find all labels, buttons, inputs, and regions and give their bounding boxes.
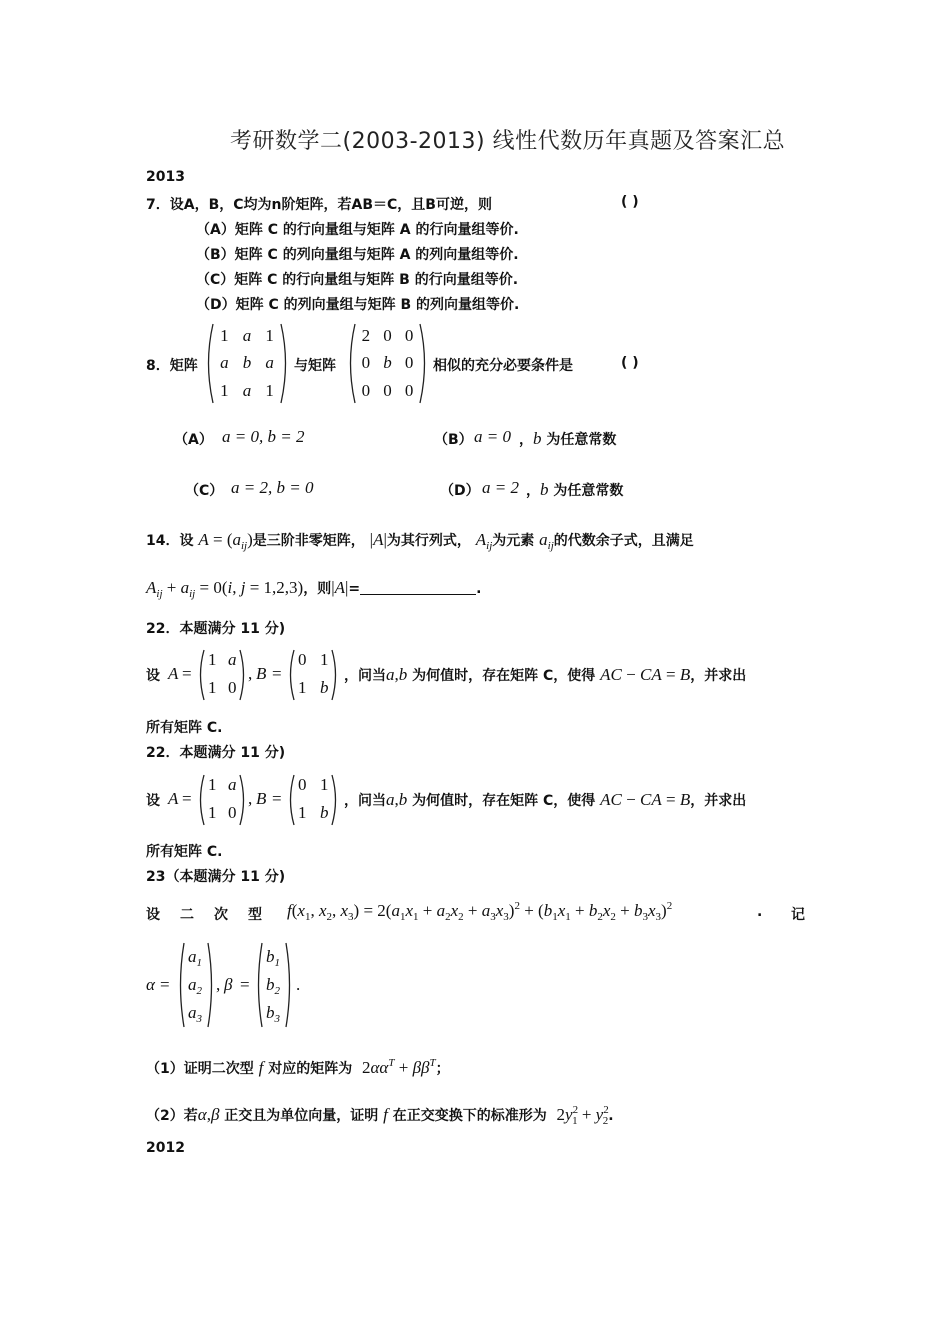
question-8-option-d-label: （D） (440, 483, 480, 499)
question-7-option-c: （C）矩阵 C 的行向量组与矩阵 B 的行向量组等价. (196, 272, 519, 288)
question-23-header: 23（本题满分 11 分) (146, 869, 286, 885)
matrix-entry: a (242, 381, 252, 401)
question-8-tail: 相似的充分必要条件是 (433, 358, 573, 374)
question-23-quadratic-form: $f(x_1$, $x_2$, $x_3) = 2(a_1x_1 + a_2x_2 + a_3x_3)^2 + (b_1x_1 + b_2x_2 + b_3x_3)^2$ (287, 900, 673, 923)
year-heading-2012: 2012 (146, 1140, 185, 1156)
question-23-part-1-end: ； (435, 1061, 450, 1077)
question-8-option-c-math: a = 2, b = 0 (231, 478, 314, 497)
question-14-cond-pre: ，则 (303, 581, 332, 597)
question-22a-header: 22．本题满分 11 分) (146, 621, 286, 637)
question-22a-text-3: ，并求出 (690, 668, 747, 684)
question-23-part-1-label: （1）证明二次型 (146, 1061, 254, 1077)
question-8-option-a-math: a = 0, b = 2 (222, 427, 305, 446)
year-heading-2013: 2013 (146, 169, 185, 185)
question-8-option-d-math: a = 2 (482, 478, 519, 497)
question-22a-end: 所有矩阵 C. (146, 720, 223, 736)
question-8-option-a-label: （A） (174, 432, 213, 448)
question-23-vectors: α = $a_1$ $a_2$ $a_3$ , β = $b_1$ $b_2$ $b_3$ . (146, 941, 316, 1029)
question-8-label: 8．矩阵 (146, 358, 198, 374)
question-7-option-a: （A）矩阵 C 的行向量组与矩阵 A 的行向量组等价. (196, 222, 519, 238)
question-14-text-2: 为其行列式， (386, 533, 471, 549)
question-22b-end: 所有矩阵 C. (146, 844, 223, 860)
matrix-entry: 0 (404, 353, 414, 373)
question-8-between: 与矩阵 (294, 358, 336, 374)
question-14-line-1: 14．设 $A = (a_{ij})$是三阶非零矩阵， |A|为其行列式， $A_{ij}$为元素 $a_{ij}$的代数余子式，且满足 (146, 530, 694, 552)
question-23-part-1: （1）证明二次型 f 对应的矩阵为 $2\alpha\alpha^T + \beta\beta^T$； (146, 1057, 450, 1077)
question-23-part-2-mid2: 在正交变换下的标准形为 (392, 1108, 547, 1124)
matrix-entry: 1 (220, 381, 229, 401)
question-8-option-d-tail: 为任意常数 (553, 483, 624, 499)
question-23-ji: 记 (791, 907, 805, 923)
question-8-option-b-label: （B） (434, 432, 473, 448)
question-23-part-2-label: （2）若 (146, 1108, 198, 1124)
question-7-option-d: （D）矩阵 C 的列向量组与矩阵 B 的列向量组等价. (196, 297, 520, 313)
question-14-line-2: $A_{ij} + a_{ij} = 0(i$, j = 1,2,3)，则|A|= . (146, 578, 482, 600)
matrix-entry: 0 (361, 381, 371, 401)
question-23-word-4: 型 (248, 907, 262, 923)
question-22b-text-3: ，并求出 (690, 793, 747, 809)
question-23-word-3: 次 (214, 907, 228, 923)
question-7-option-b: （B）矩阵 C 的列向量组与矩阵 A 的列向量组等价. (196, 247, 519, 263)
question-23-part-1-mid: 对应的矩阵为 (268, 1061, 353, 1077)
matrix-entry: 2 (361, 325, 371, 345)
question-14-lead: 14．设 (146, 533, 194, 549)
question-8-matrix-1 (203, 322, 291, 405)
question-22b-header: 22．本题满分 11 分) (146, 745, 286, 761)
question-7-stem: 7．设A，B，C均为n阶矩阵，若AB＝C，且B可逆，则 (146, 197, 492, 213)
answer-blank[interactable] (360, 578, 476, 595)
matrix-parentheses (196, 773, 248, 827)
question-22a-matrices: A = 1 a 1 0 , B = 0 1 1 b (168, 648, 368, 702)
matrix-entry: 0 (383, 381, 392, 401)
matrix-entry: a (242, 325, 252, 345)
question-23-word-1: 设 (146, 907, 160, 923)
question-14-text-4: 的代数余子式，且满足 (553, 533, 694, 549)
question-14-text-3: 为元素 (492, 533, 535, 549)
question-8-option-c-label: （C） (185, 483, 224, 499)
page-title: 考研数学二(2003-2013) 线性代数历年真题及答案汇总 (230, 129, 786, 154)
question-22a-lead: 设 (146, 668, 160, 684)
question-23-part-2-end: . (608, 1108, 614, 1124)
matrix-entry: 1 (265, 381, 274, 401)
question-23-part-2: （2）若α,β 正交且为单位向量，证明 f 在正交变换下的标准形为 $2y^2_1 + y^2_2$. (146, 1104, 614, 1127)
matrix-entry: 0 (361, 353, 371, 373)
question-22b-mid: ，问当 (344, 793, 386, 809)
question-22b-matrices: A = 1 a 1 0 , B = 0 1 1 b (168, 773, 368, 827)
question-14-text-1: 是三阶非零矩阵， (252, 533, 365, 549)
matrix-parentheses (286, 648, 340, 702)
matrix-entry: a (265, 353, 274, 373)
question-22a-mid: ，问当 (344, 668, 386, 684)
matrix-entry: b (242, 353, 252, 373)
question-8-matrix-2 (345, 322, 430, 405)
question-22b-text-2: 为何值时，存在矩阵 C，使得 (412, 793, 596, 809)
matrix-entry: 1 (220, 325, 229, 345)
question-8-option-b-tail: 为任意常数 (546, 432, 617, 448)
matrix-entry: a (220, 353, 229, 373)
matrix-entry: 0 (383, 325, 392, 345)
question-14-cond-post: = (348, 581, 361, 597)
question-8-option-b-math: a = 0 (474, 427, 511, 446)
question-23-word-2: 二 (180, 907, 194, 923)
matrix-parentheses (286, 773, 340, 827)
matrix-entry: 0 (404, 325, 414, 345)
matrix-entry: b (383, 353, 392, 373)
question-7-answer-paren: ( ) (621, 194, 639, 210)
question-8-answer-paren: ( ) (621, 355, 639, 371)
question-23-dot: . (757, 904, 763, 920)
matrix-entry: 1 (265, 325, 274, 345)
matrix-entry: 0 (404, 381, 414, 401)
question-22b-lead: 设 (146, 793, 160, 809)
question-22a-text-2: 为何值时，存在矩阵 C，使得 (412, 668, 596, 684)
matrix-parentheses (196, 648, 248, 702)
question-23-part-2-mid: 正交且为单位向量，证明 (224, 1108, 379, 1124)
